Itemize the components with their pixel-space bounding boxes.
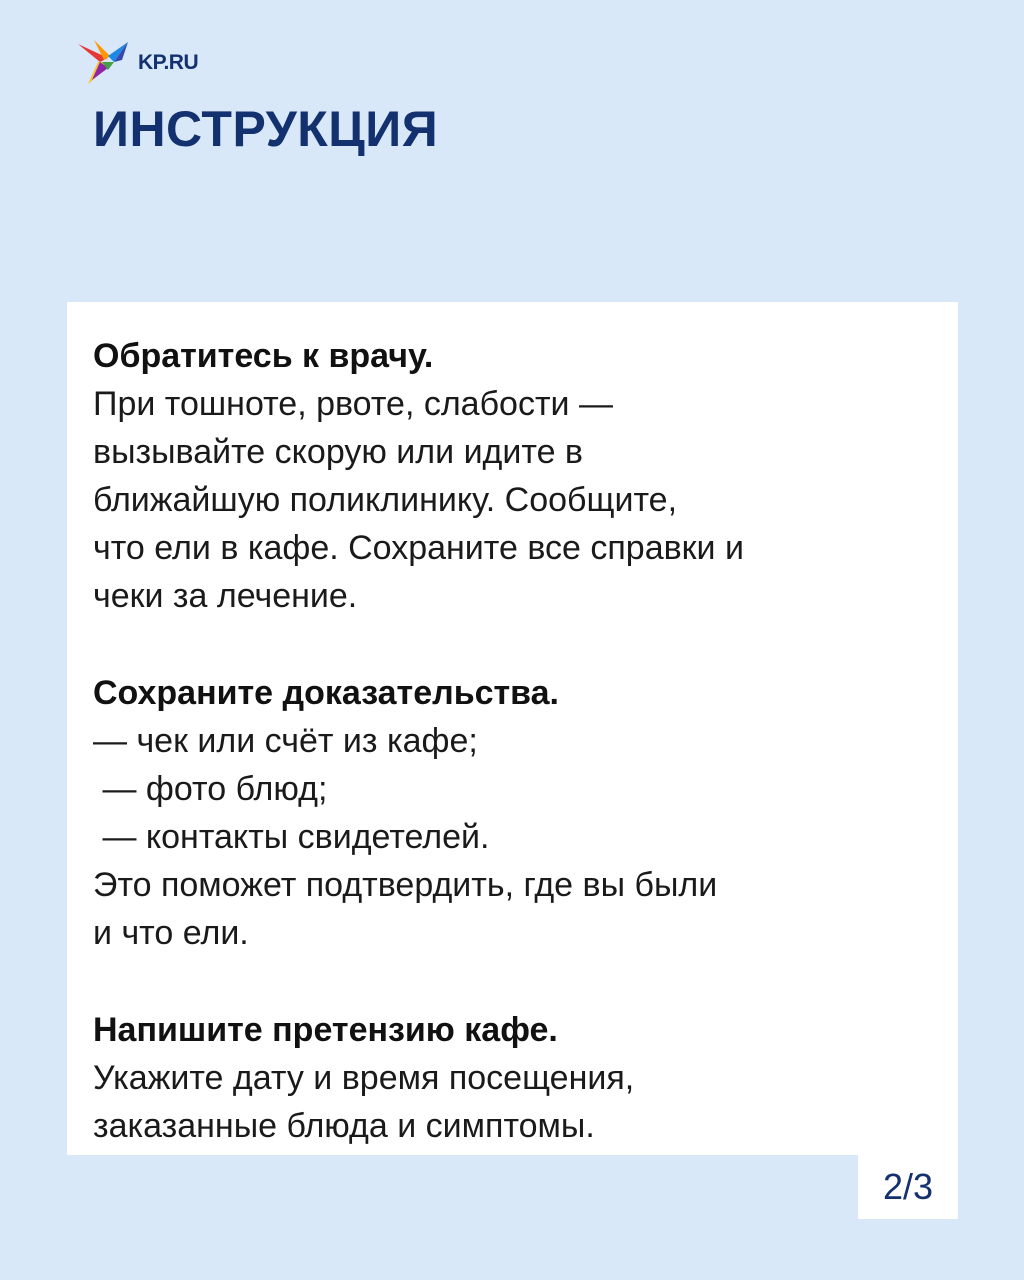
section-line: — фото блюд;	[93, 770, 328, 808]
section-line: чеки за лечение.	[93, 577, 358, 615]
page-title: ИНСТРУКЦИЯ	[93, 101, 439, 157]
section-line: вызывайте скорую или идите в	[93, 433, 583, 471]
section-line: — чек или счёт из кафе;	[93, 722, 478, 760]
brand-logo	[78, 40, 198, 86]
page-indicator: 2/3	[858, 1155, 958, 1219]
section-heading: Обратитесь к врачу.	[93, 337, 434, 375]
swallow-bird-icon	[78, 40, 130, 86]
section-line: — контакты свидетелей.	[93, 818, 490, 856]
section-line: Укажите дату и время посещения,	[93, 1059, 635, 1097]
section-line: При тошноте, рвоте, слабости —	[93, 385, 613, 423]
section-line: что ели в кафе. Сохраните все справки и	[93, 529, 744, 567]
section-line: заказанные блюда и симптомы.	[93, 1107, 595, 1145]
section-heading: Напишите претензию кафе.	[93, 1011, 558, 1049]
section-see-doctor	[93, 332, 932, 620]
section-heading: Сохраните доказательства.	[93, 674, 559, 712]
section-line: и что ели.	[93, 914, 249, 952]
logo-text: KP.RU	[138, 51, 199, 74]
instruction-card	[67, 302, 958, 1155]
section-evidence	[93, 669, 932, 957]
section-claim	[93, 1006, 932, 1150]
section-line: Это поможет подтвердить, где вы были	[93, 866, 718, 904]
section-line: ближайшую поликлинику. Сообщите,	[93, 481, 678, 519]
